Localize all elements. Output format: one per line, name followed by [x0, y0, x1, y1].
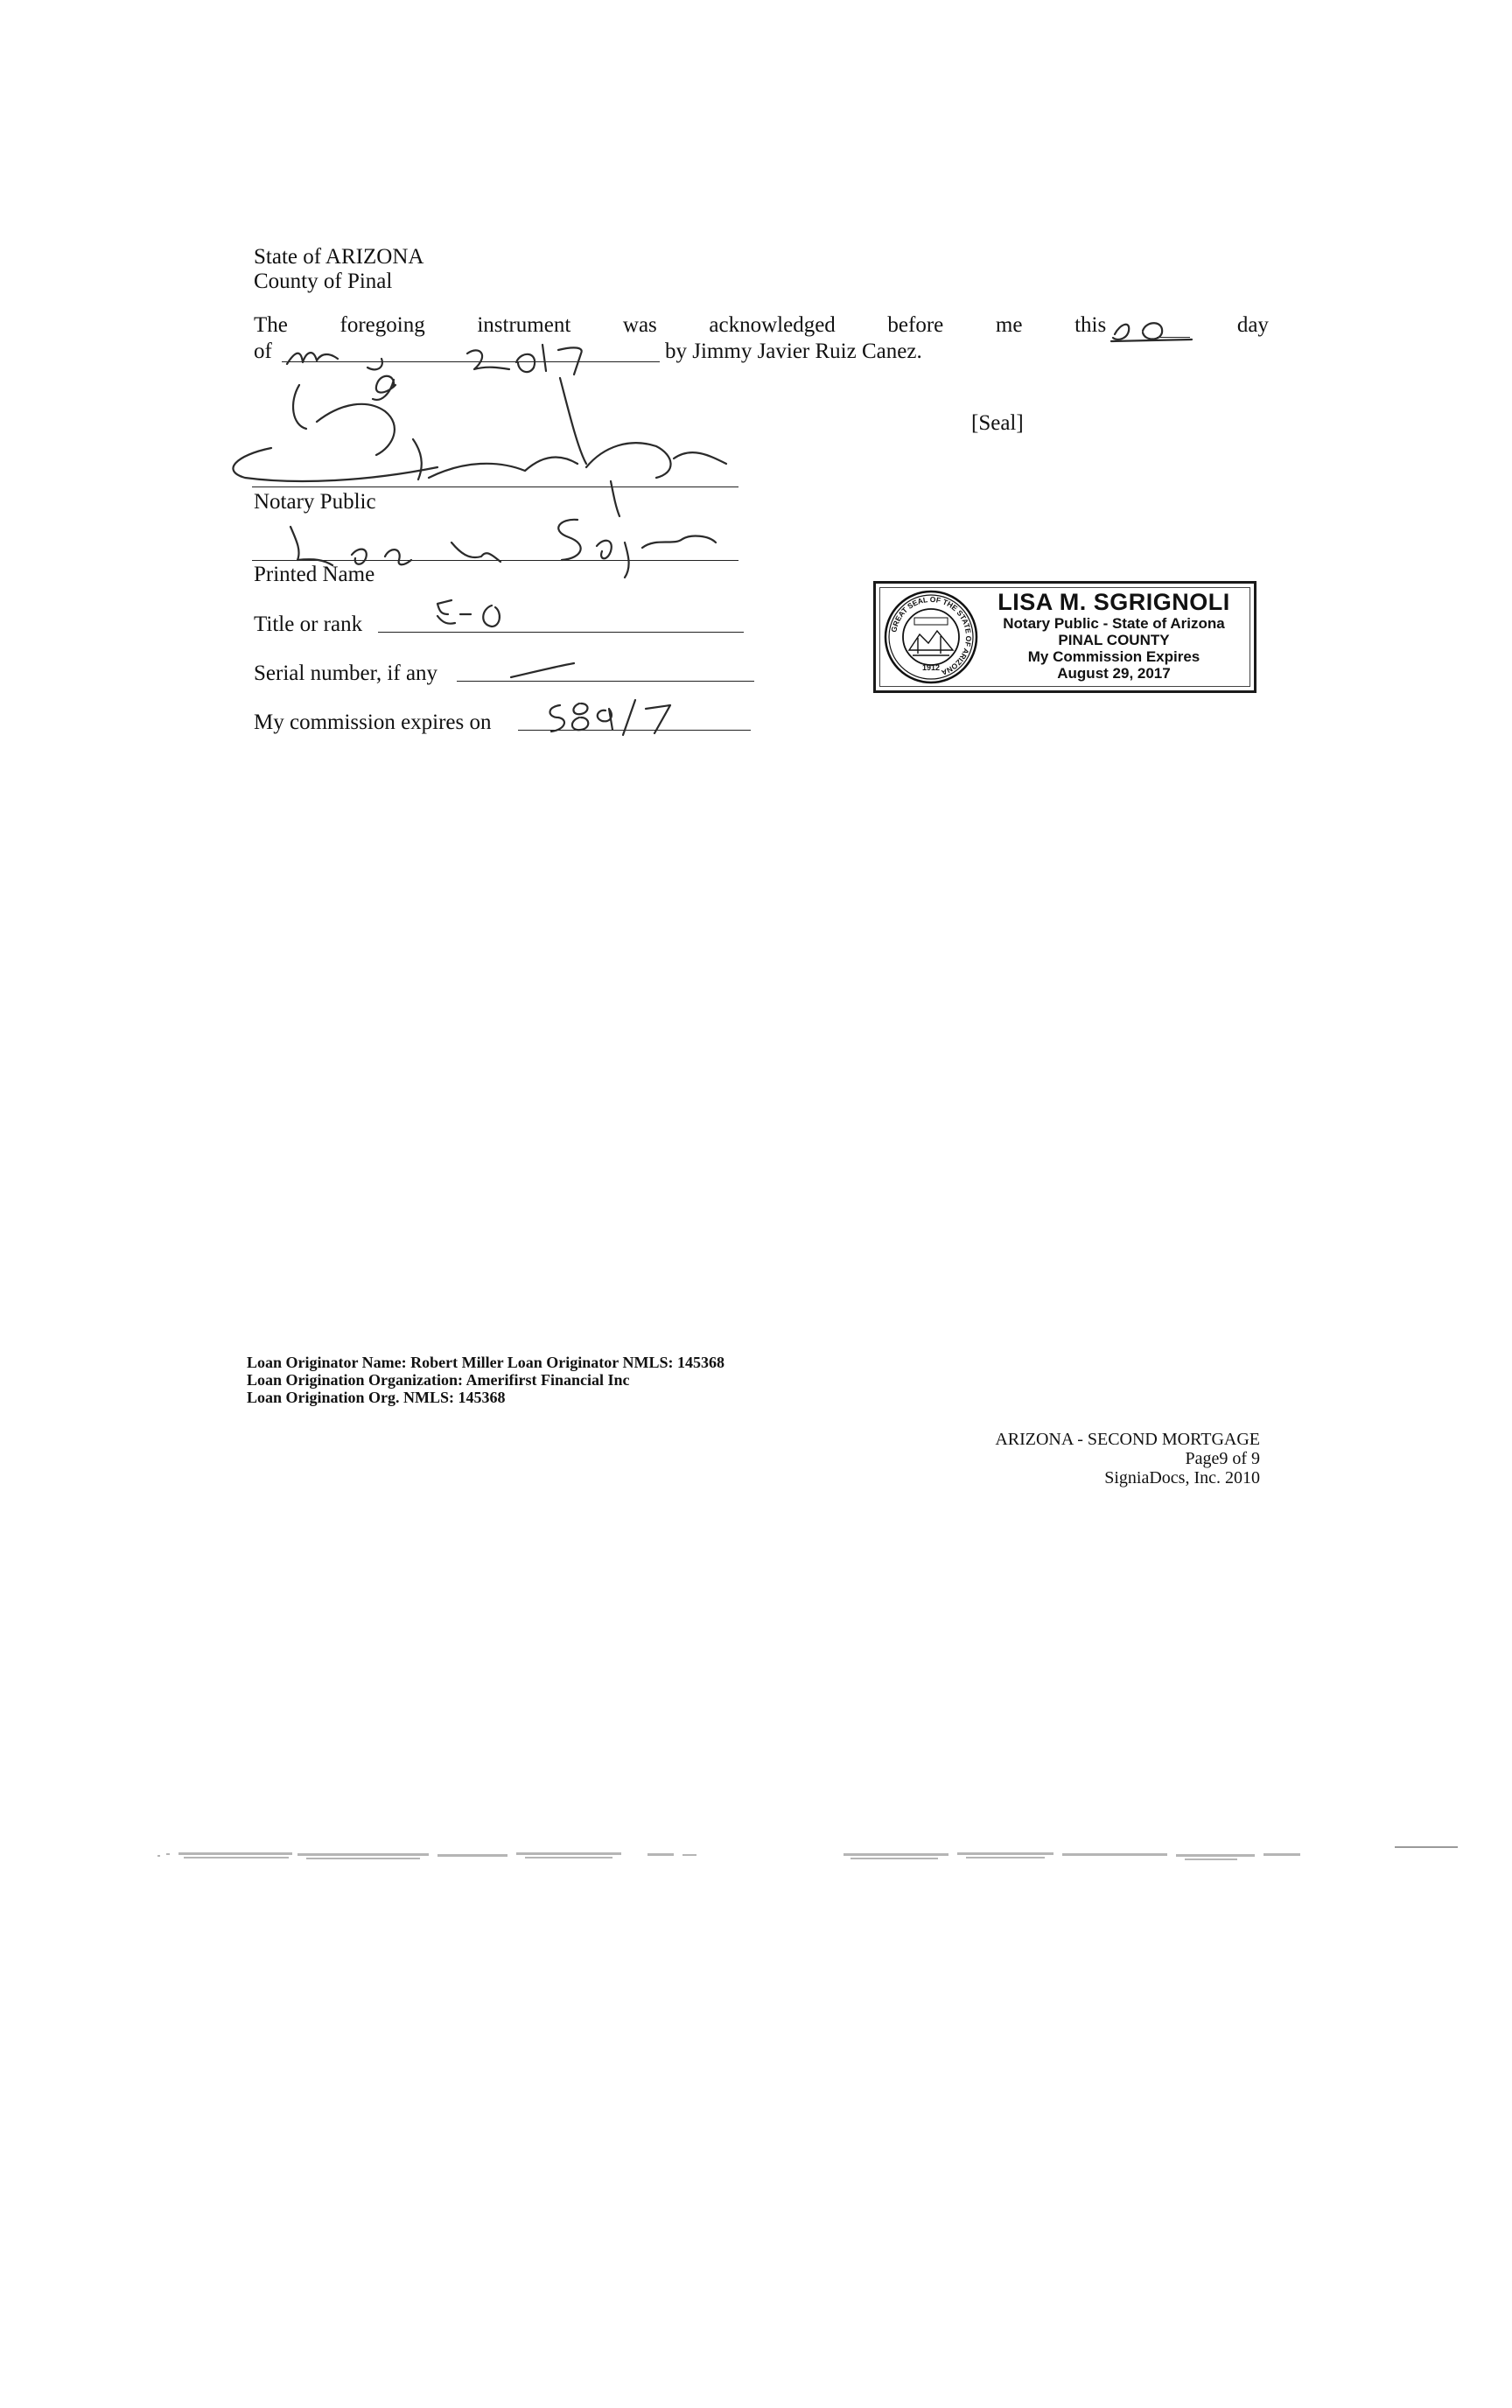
scan-artifact-right: [844, 1848, 1334, 1866]
handwritten-commission-date: [539, 696, 714, 742]
handwritten-day: [1108, 308, 1204, 350]
stamp-notary-title: Notary Public - State of Arizona: [1003, 615, 1225, 632]
scan-artifact-edge: [1395, 1844, 1465, 1862]
copyright: SigniaDocs, Inc. 2010: [1104, 1468, 1260, 1488]
notary-stamp: [873, 581, 1256, 693]
stamp-text-block: [983, 589, 1245, 682]
ack-word: before: [887, 313, 944, 337]
by-line: by Jimmy Javier Ruiz Canez.: [665, 340, 922, 363]
stamp-commission-label: My Commission Expires: [1027, 648, 1200, 665]
stamp-county: PINAL COUNTY: [1058, 632, 1170, 648]
stamp-commission-date: August 29, 2017: [1057, 665, 1171, 682]
ack-word: acknowledged: [709, 313, 836, 337]
ack-word: this: [1074, 313, 1107, 337]
seal-label: [Seal]: [971, 411, 1024, 435]
ack-word: me: [995, 313, 1023, 337]
ack-word: The: [254, 313, 288, 337]
serial-number-label: Serial number, if any: [254, 662, 438, 685]
ack-word: was: [622, 313, 657, 337]
seal-ring-text: GREAT SEAL OF THE STATE OF ARIZONA: [889, 594, 974, 677]
ack-word: day: [1236, 313, 1269, 337]
form-title: ARIZONA - SECOND MORTGAGE: [995, 1430, 1260, 1449]
handwritten-serial-dash: [508, 658, 586, 684]
loan-origination-organization: Loan Origination Organization: Amerifirst Financial Inc: [247, 1371, 630, 1389]
of-label: of: [254, 340, 272, 363]
stamp-notary-name: LISA M. SGRIGNOLI: [998, 589, 1230, 615]
title-rank-label: Title or rank: [254, 612, 363, 636]
notary-signature: [219, 376, 761, 525]
loan-origination-nmls: Loan Origination Org. NMLS: 145368: [247, 1389, 506, 1406]
county-line: County of Pinal: [254, 270, 393, 293]
state-line: State of ARIZONA: [254, 245, 424, 269]
commission-expires-label: My commission expires on: [254, 710, 492, 734]
scan-artifact-left: [158, 1848, 718, 1866]
serial-number-line: [457, 681, 754, 682]
handwritten-title: [430, 593, 536, 637]
loan-originator-name: Loan Originator Name: Robert Miller Loan Originator NMLS: 145368: [247, 1354, 724, 1371]
page-number: Page9 of 9: [1185, 1449, 1260, 1468]
handwritten-printed-name: [271, 508, 761, 595]
notary-public-label: Notary Public: [254, 490, 376, 514]
great-seal-of-arizona-icon: [883, 589, 979, 685]
ack-word: instrument: [477, 313, 571, 337]
seal-year: 1912: [921, 663, 941, 672]
ack-word: foregoing: [340, 313, 425, 337]
printed-name-label: Printed Name: [254, 563, 375, 586]
